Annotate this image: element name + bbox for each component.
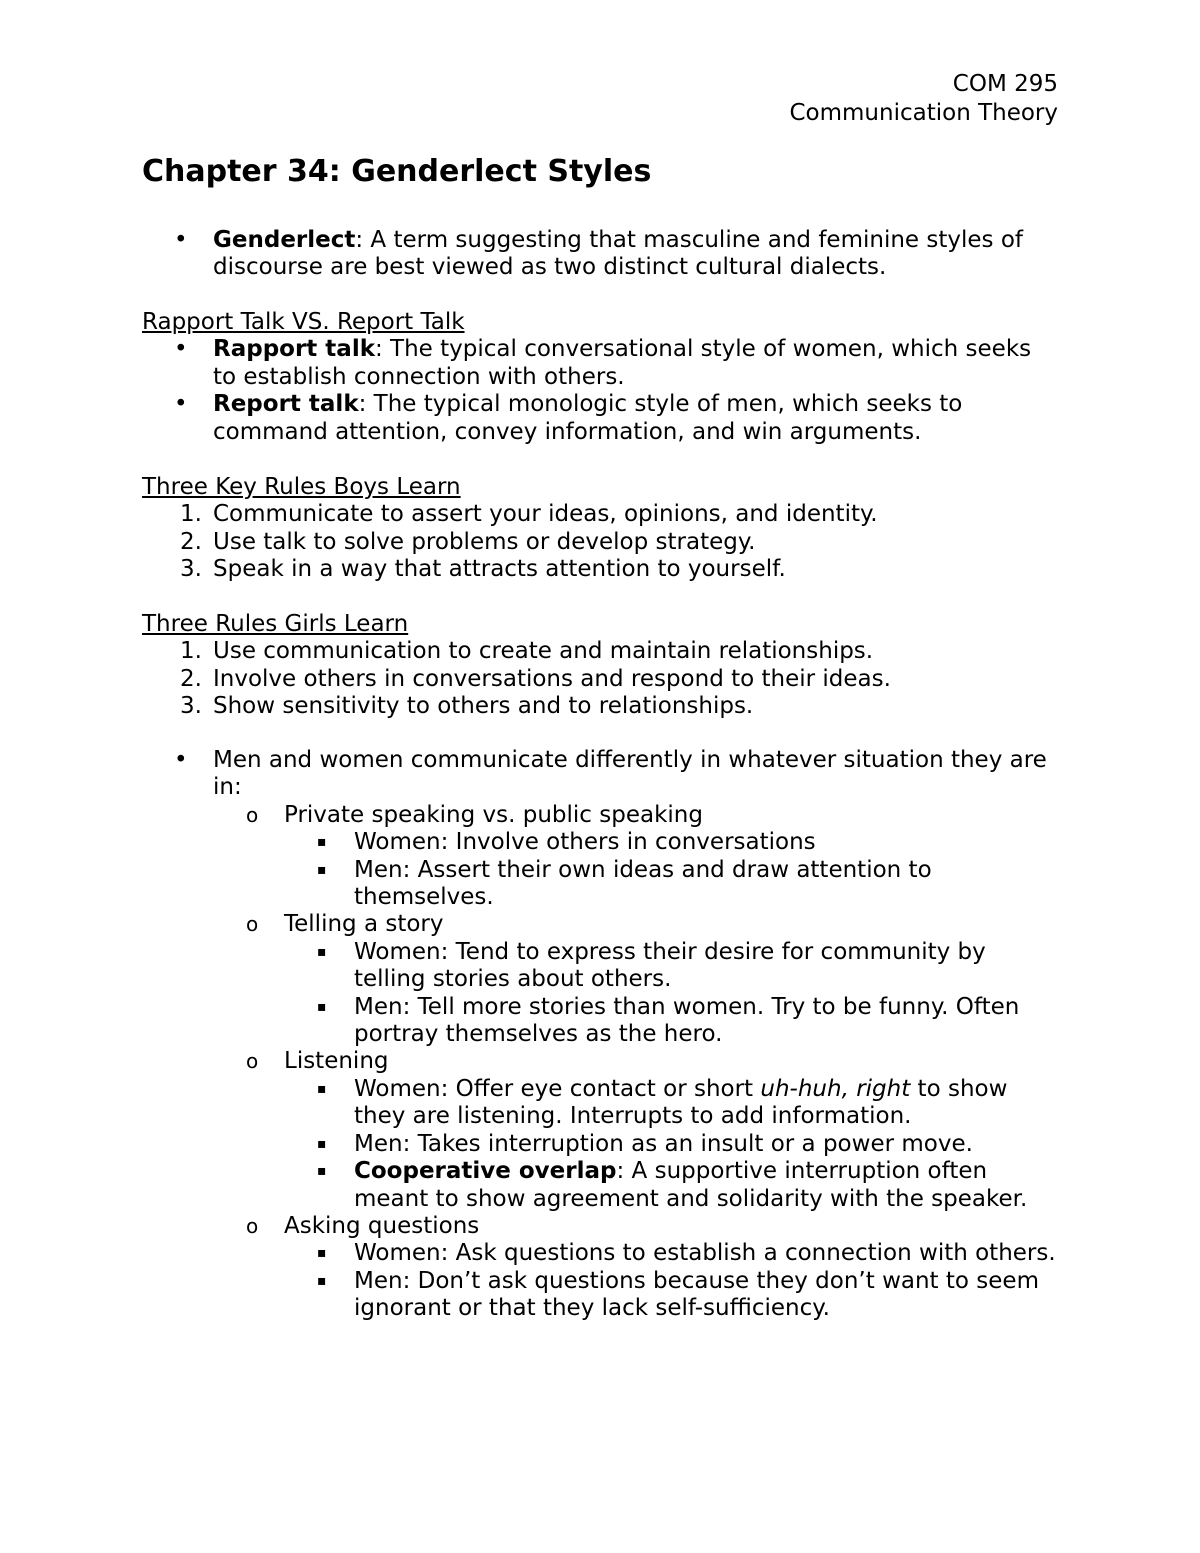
definition-block: [142, 227, 1058, 282]
item-text: Men and women communicate differently in whatever situation they are in:: [213, 747, 1047, 801]
sub-item-label: Listening: [284, 1048, 389, 1075]
bullet-icon: •: [174, 391, 188, 418]
list-item: [142, 747, 1058, 802]
item-text: Use talk to solve problems or develop strategy.: [213, 528, 756, 555]
item-text: Communicate to assert your ideas, opinions, and identity.: [213, 501, 878, 528]
sub-sub-item: [142, 939, 1058, 994]
page-title: Chapter 34: Genderlect Styles: [142, 154, 652, 189]
list-item: [142, 666, 1058, 693]
square-bullet-icon: ▪: [317, 1272, 327, 1289]
sub-item: [142, 911, 1058, 938]
list-item: [142, 693, 1058, 720]
list-item: [142, 227, 1058, 282]
circle-bullet-icon: o: [246, 1213, 259, 1238]
square-bullet-icon: ▪: [317, 861, 327, 878]
item-number: 3.: [180, 556, 202, 583]
item-text: Use communication to create and maintain relationships.: [213, 638, 874, 665]
item-number: 3.: [180, 693, 202, 720]
list-item: [142, 529, 1058, 556]
item-text: : The typical conversational style of women, which seeks to establish connection with others.: [213, 336, 1032, 390]
list-item: [142, 391, 1058, 446]
item-text: : A supportive interruption often meant to show agreement and solidarity with the speaker.: [354, 1158, 1028, 1212]
sub-sub-item: [142, 1076, 1058, 1131]
section-heading: Rapport Talk VS. Report Talk: [142, 309, 465, 335]
sub-item: [142, 1213, 1058, 1240]
sub-sub-item: [142, 1158, 1058, 1213]
course-subject: Communication Theory: [789, 99, 1058, 126]
square-bullet-icon: ▪: [317, 1080, 327, 1097]
sub-sub-item: [142, 1268, 1058, 1323]
item-number: 1.: [180, 638, 202, 665]
sub-sub-item: [142, 1131, 1058, 1158]
item-text: Show sensitivity to others and to relationships.: [213, 693, 754, 720]
sub-sub-item: [142, 994, 1058, 1049]
bullet-icon: •: [174, 747, 188, 773]
course-code: COM 295: [952, 71, 1058, 97]
sub-sub-item: [142, 829, 1058, 856]
situations-section: [142, 747, 1058, 1323]
list-item: [142, 638, 1058, 665]
sub-item: [142, 802, 1058, 829]
bullet-icon: •: [174, 227, 188, 253]
square-bullet-icon: ▪: [317, 1135, 327, 1152]
sub-sub-item: [142, 857, 1058, 912]
boys-section: [142, 474, 1058, 584]
section-heading: Three Key Rules Boys Learn: [142, 474, 461, 500]
term: Cooperative overlap: [354, 1158, 617, 1185]
item-text: Speak in a way that attracts attention to yourself.: [213, 556, 786, 583]
circle-bullet-icon: o: [246, 1049, 259, 1074]
item-text: Men: Assert their own ideas and draw attention to themselves.: [354, 856, 932, 911]
item-number: 1.: [180, 501, 202, 528]
item-text: to show they are listening. Interrupts to add information.: [354, 1075, 1008, 1130]
square-bullet-icon: ▪: [317, 1245, 327, 1262]
item-number: 2.: [180, 665, 202, 692]
item-text: Men: Tell more stories than women. Try to be funny. Often portray themselves as the hero.: [354, 993, 1020, 1048]
item-text: Women: Involve others in conversations: [354, 829, 816, 856]
sub-item: [142, 1048, 1058, 1075]
term: Genderlect: [213, 227, 356, 253]
sub-item-label: Telling a story: [284, 911, 444, 938]
page-header: [789, 70, 1058, 127]
item-text: : The typical monologic style of men, which seeks to command attention, convey information, and win arguments.: [213, 391, 963, 445]
item-text: Men: Don’t ask questions because they don’t want to seem ignorant or that they lack self-sufficiency.: [354, 1267, 1039, 1322]
definition-text: : A term suggesting that masculine and feminine styles of discourse are best viewed as two distinct cultural dialects.: [213, 227, 1023, 281]
sub-item-label: Asking questions: [284, 1212, 480, 1239]
item-text: Women: Offer eye contact or short: [354, 1075, 761, 1102]
square-bullet-icon: ▪: [317, 998, 327, 1015]
circle-bullet-icon: o: [246, 802, 259, 827]
bullet-icon: •: [174, 336, 188, 363]
sub-sub-item: [142, 1240, 1058, 1267]
italic-phrase: uh-huh, right: [760, 1075, 911, 1102]
item-text: Women: Tend to express their desire for community by telling stories about others.: [354, 938, 986, 993]
list-item: [142, 556, 1058, 583]
item-number: 2.: [180, 528, 202, 555]
rapport-section: [142, 309, 1058, 446]
item-text: Involve others in conversations and respond to their ideas.: [213, 665, 891, 692]
list-item: [142, 501, 1058, 528]
girls-section: [142, 611, 1058, 721]
sub-item-label: Private speaking vs. public speaking: [284, 801, 703, 828]
square-bullet-icon: ▪: [317, 834, 327, 851]
list-item: [142, 336, 1058, 391]
item-text: Men: Takes interruption as an insult or a power move.: [354, 1130, 973, 1157]
square-bullet-icon: ▪: [317, 943, 327, 960]
square-bullet-icon: ▪: [317, 1163, 327, 1180]
term: Rapport talk: [213, 336, 375, 363]
item-text: Women: Ask questions to establish a connection with others.: [354, 1240, 1056, 1267]
section-heading: Three Rules Girls Learn: [142, 611, 409, 637]
term: Report talk: [213, 391, 359, 418]
circle-bullet-icon: o: [246, 912, 259, 937]
